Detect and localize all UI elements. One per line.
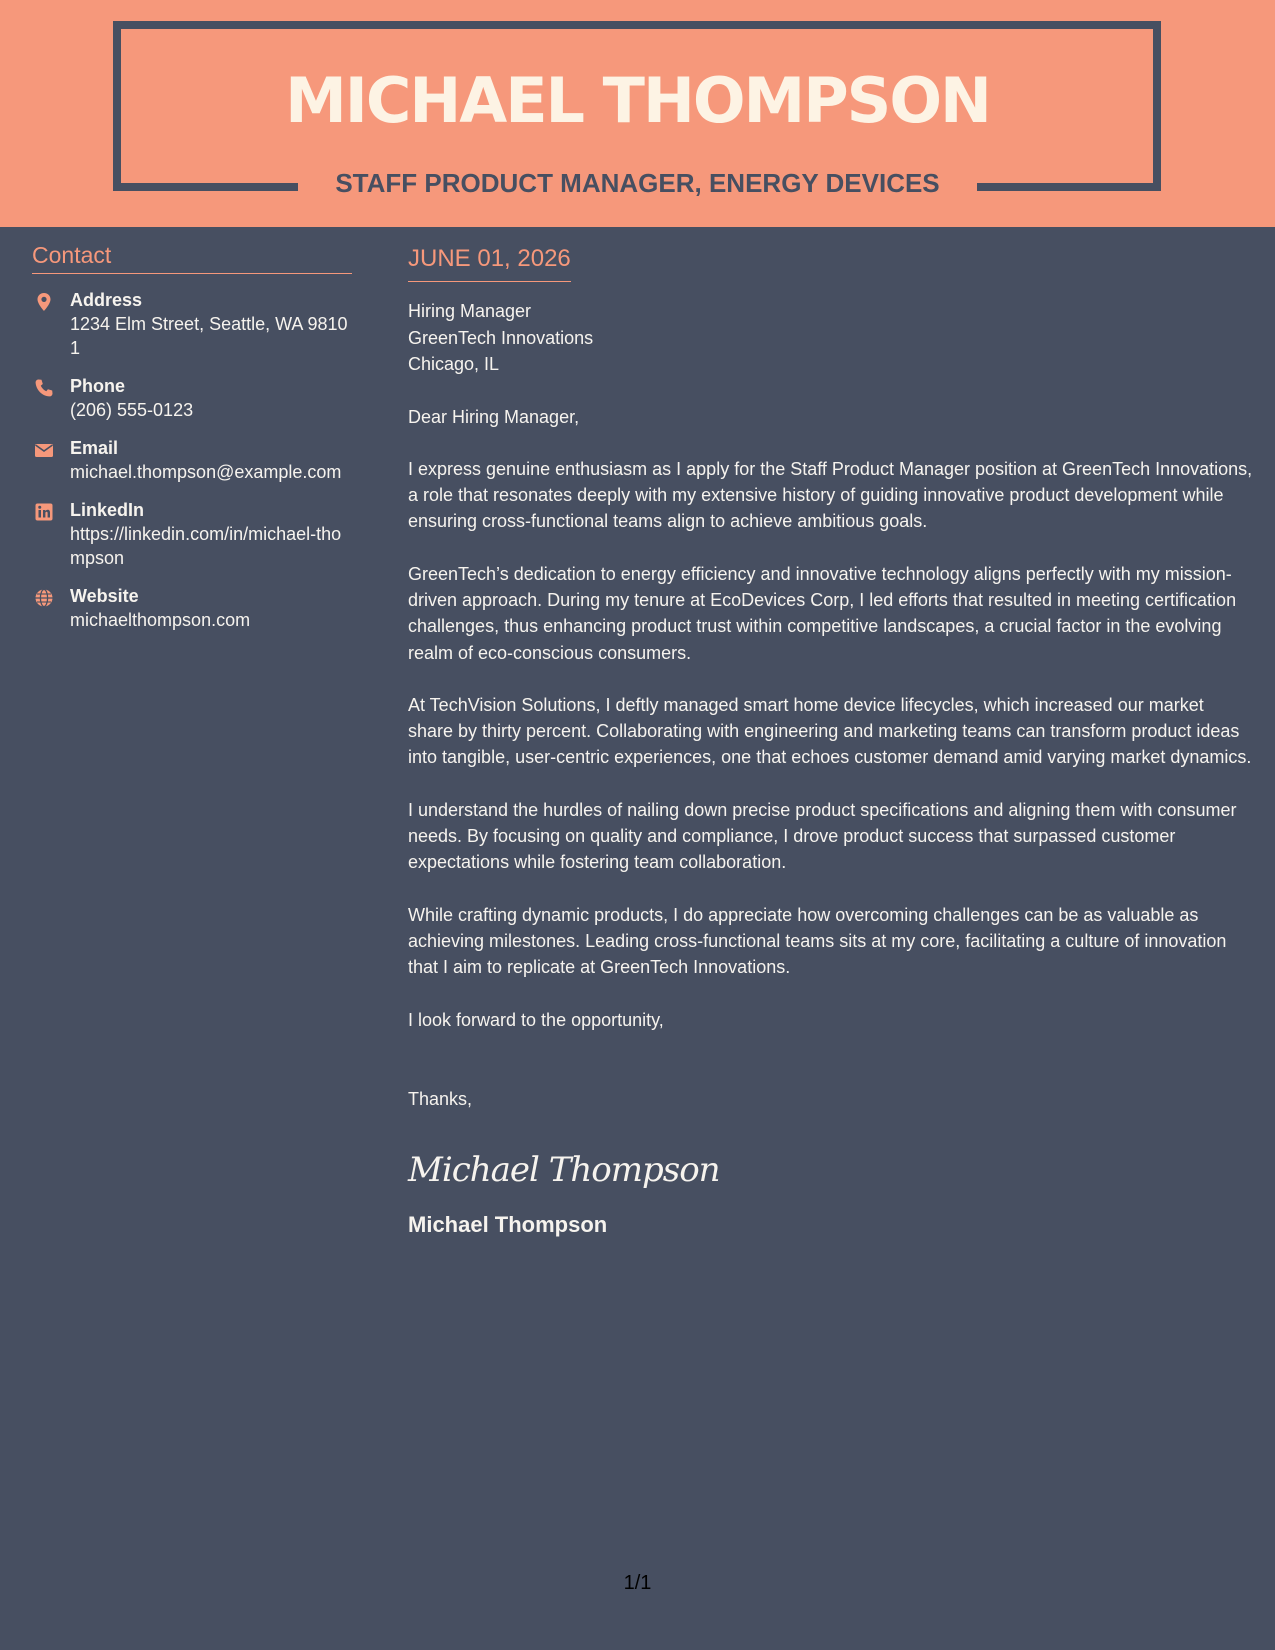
linkedin-icon xyxy=(34,502,54,522)
applicant-title: STAFF PRODUCT MANAGER, ENERGY DEVICES xyxy=(335,168,940,198)
phone-value: (206) 555-0123 xyxy=(70,400,194,420)
recipient-block xyxy=(408,298,1253,378)
recipient-company: GreenTech Innovations xyxy=(408,327,594,348)
letter-paragraph: While crafting dynamic products, I do appreciate how overcoming challenges can be as valuable as achieving milestones. Leading cross-functional teams sits at my core, facilitating a culture of innovation that I aim to replicate at GreenTech Innovations. xyxy=(408,904,1227,978)
applicant-name: MICHAEL THOMPSON xyxy=(285,64,990,137)
letter-paragraph: GreenTech’s dedication to energy efficiency and innovative technology aligns perfectly with my mission-driven approach. During my tenure at EcoDevices Corp, I led efforts that resulted in meeting certification challenges, thus enhancing product trust within competitive landscapes, a crucial factor in the evolving realm of eco-conscious consumers. xyxy=(408,563,1237,663)
contact-label: Email xyxy=(70,438,119,458)
contact-label: Phone xyxy=(70,376,126,396)
header-banner xyxy=(0,0,1275,227)
contact-sidebar xyxy=(32,240,352,632)
address-value: 1234 Elm Street, Seattle, WA 98101 xyxy=(70,314,348,358)
contact-label: Website xyxy=(70,586,139,606)
signer-name: Michael Thompson xyxy=(408,1212,608,1238)
letter-date: JUNE 01, 2026 xyxy=(408,243,571,282)
website-value[interactable]: michaelthompson.com xyxy=(70,610,251,630)
salutation: Dear Hiring Manager, xyxy=(408,406,580,427)
letter-paragraph: I understand the hurdles of nailing down precise product specifications and aligning them with consumer needs. By focusing on quality and compliance, I drove product success that surpassed customer expectations while fostering team collaboration. xyxy=(408,799,1237,873)
envelope-icon xyxy=(34,440,54,460)
letter-paragraph: At TechVision Solutions, I deftly managed smart home device lifecycles, which increased our market share by thirty percent. Collaborating with engineering and marketing teams can transform product ideas into tangible, user-centric experiences, one that echoes customer demand amid varying market dynamics. xyxy=(408,694,1252,768)
globe-icon xyxy=(34,588,54,608)
contact-item-address xyxy=(32,288,352,360)
contact-label: Address xyxy=(70,290,143,310)
contact-item-email xyxy=(32,436,352,484)
recipient-location: Chicago, IL xyxy=(408,354,500,374)
page-number: 1/1 xyxy=(623,1572,652,1594)
email-value[interactable]: michael.thompson@example.com xyxy=(70,462,342,482)
contact-item-website xyxy=(32,584,352,632)
closing-line: I look forward to the opportunity, xyxy=(408,1009,664,1030)
contact-heading: Contact xyxy=(32,240,352,274)
linkedin-value[interactable]: https://linkedin.com/in/michael-thompson xyxy=(70,524,342,568)
contact-item-linkedin xyxy=(32,498,352,570)
sign-off: Thanks, xyxy=(408,1088,473,1109)
phone-icon xyxy=(34,378,54,398)
contact-item-phone xyxy=(32,374,352,422)
letter-paragraph: I express genuine enthusiasm as I apply for the Staff Product Manager position at GreenTech Innovations, a role that resonates deeply with my extensive history of guiding innovative product development while ensuring cross-functional teams align to achieve ambitious goals. xyxy=(408,458,1253,532)
recipient-name: Hiring Manager xyxy=(408,301,532,321)
handwritten-signature: Michael Thompson xyxy=(408,1150,720,1191)
contact-label: LinkedIn xyxy=(70,500,145,520)
map-pin-icon xyxy=(34,292,54,312)
letter-body xyxy=(408,243,1253,1240)
